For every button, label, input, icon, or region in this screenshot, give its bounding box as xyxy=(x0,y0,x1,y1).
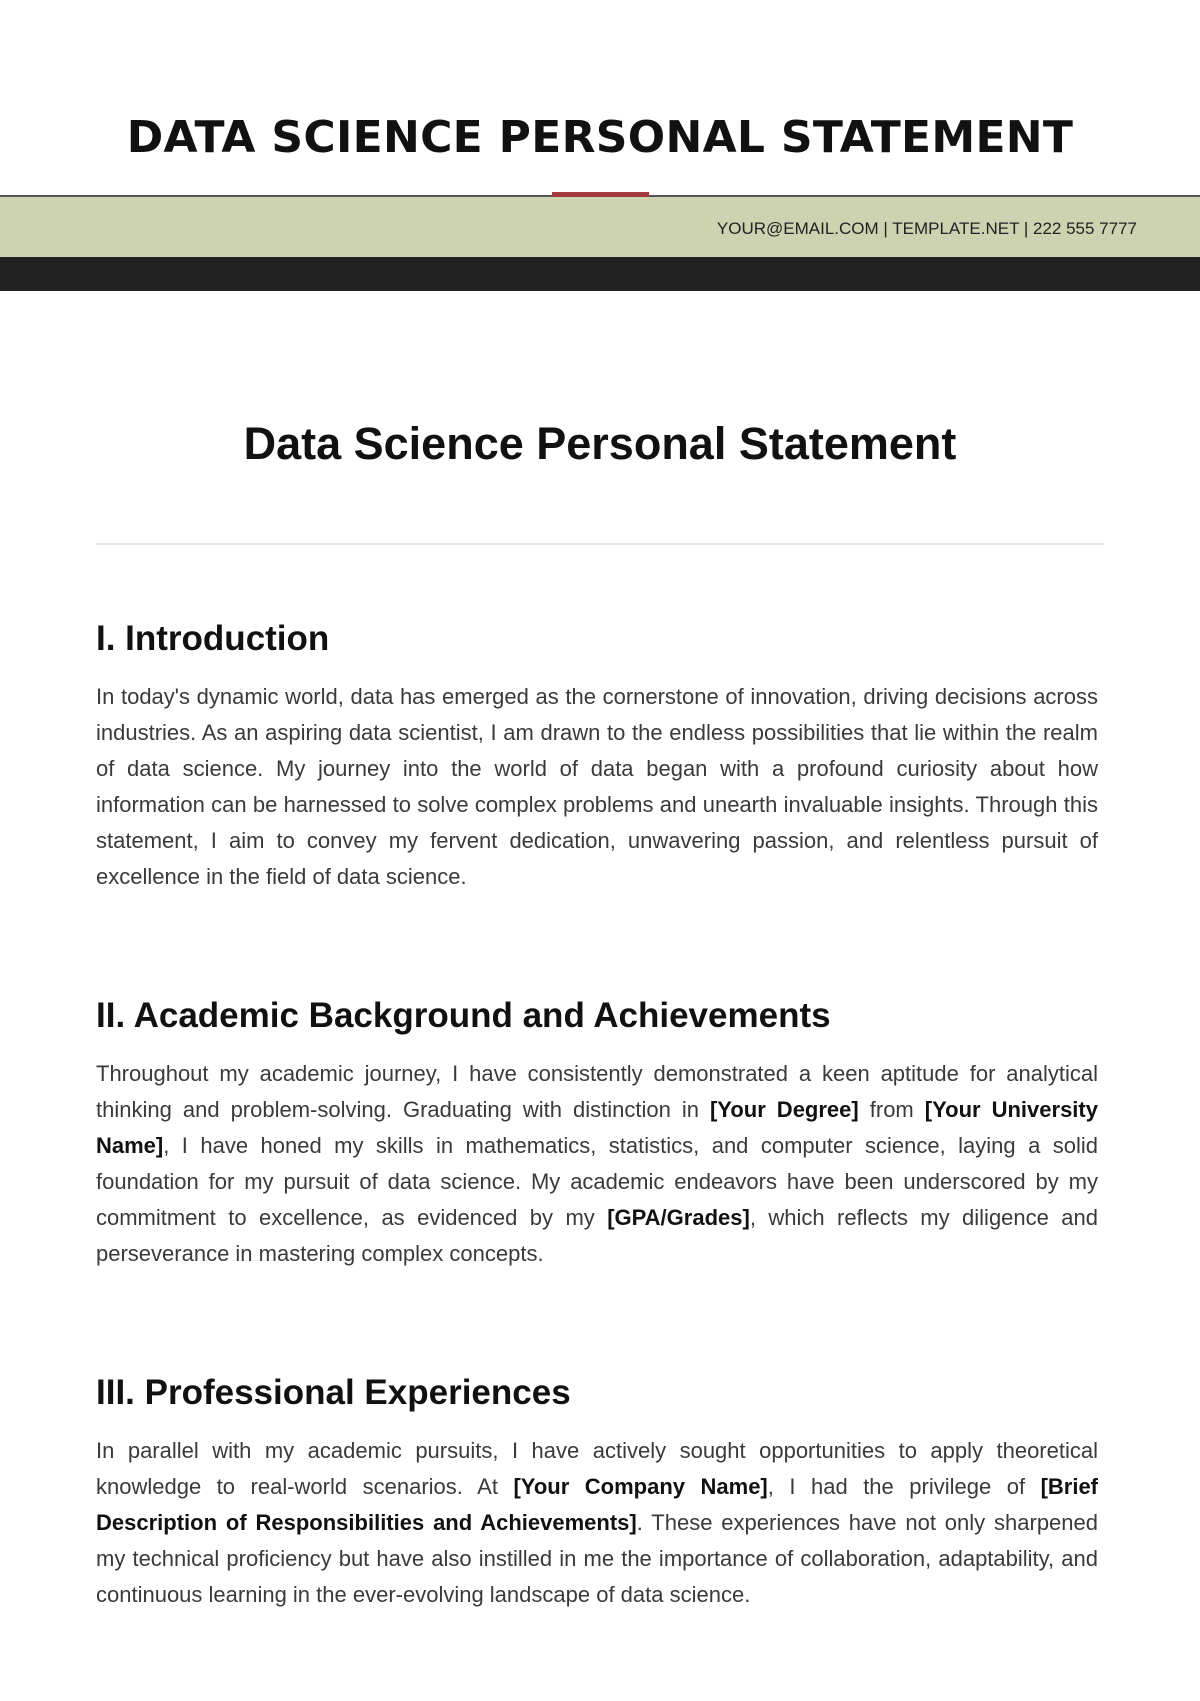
placeholder-description: [Brief Description of Responsibilities and Achievements] xyxy=(96,1474,1099,1535)
header-title: DATA SCIENCE PERSONAL STATEMENT xyxy=(126,112,1074,163)
section-paragraph: In today's dynamic world, data has emerged as the cornerstone of innovation, driving decisions across industries. As an aspiring data scientist, I am drawn to the endless possibilities that lie within the realm of data science. My journey into the world of data began with a profound curiosity about how information can be harnessed to solve complex problems and unearth invaluable insights. Through this statement, I aim to convey my fervent dedication, unwavering passion, and relentless pursuit of excellence in the field of data science. xyxy=(96,684,1098,889)
section-heading: III. Professional Experiences xyxy=(96,1373,571,1412)
paragraph-text: , I had the privilege of xyxy=(767,1474,1041,1499)
placeholder-company: [Your Company Name] xyxy=(513,1474,768,1499)
section-academic-background xyxy=(96,994,1098,1272)
placeholder-degree: [Your Degree] xyxy=(709,1097,859,1122)
placeholder-gpa: [GPA/Grades] xyxy=(607,1205,750,1230)
placeholder-university: [Your University Name] xyxy=(96,1097,1098,1158)
paragraph-text: from xyxy=(858,1097,925,1122)
paragraph-text: . These experiences have not only sharpened my technical proficiency but have also instilled in me the importance of collaboration, adaptability, and continuous learning in the ever-evolving landscape of data science. xyxy=(96,1510,1098,1607)
contact-band xyxy=(0,197,1200,257)
section-heading: I. Introduction xyxy=(96,619,330,658)
title-divider xyxy=(96,543,1104,545)
dark-band xyxy=(0,257,1200,291)
section-paragraph xyxy=(96,1056,1098,1272)
section-professional-experiences xyxy=(96,1371,1098,1613)
section-heading: II. Academic Background and Achievements xyxy=(96,996,831,1035)
paragraph-text: , I have honed my skills in mathematics, statistics, and computer science, laying a solid foundation for my pursuit of data science. My academic endeavors have been underscored by my commitment to excellence, as evidenced by my xyxy=(96,1133,1098,1230)
contact-info: YOUR@EMAIL.COM | TEMPLATE.NET | 222 555 7777 xyxy=(716,219,1137,238)
section-introduction xyxy=(96,617,1098,895)
paragraph-text: In parallel with my academic pursuits, I have actively sought opportunities to apply theoretical knowledge to real-world scenarios. At xyxy=(96,1438,1098,1499)
section-paragraph xyxy=(96,1433,1098,1613)
paragraph-text: , which reflects my diligence and perseverance in mastering complex concepts. xyxy=(96,1205,1099,1266)
paragraph-text: Throughout my academic journey, I have consistently demonstrated a keen aptitude for analytical thinking and problem-solving. Graduating with distinction in xyxy=(96,1061,1098,1122)
document-title: Data Science Personal Statement xyxy=(243,418,957,469)
